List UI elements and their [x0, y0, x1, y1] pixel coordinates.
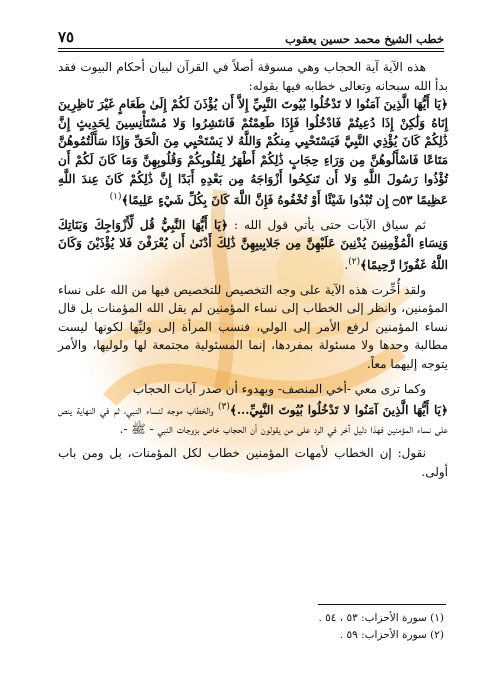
- footnote-rule: [318, 604, 446, 605]
- paragraph-conclusion: نقول: إن الخطاب لأمهات المؤمنين خطاب لكل المؤمنات، بل ومن باب أولى.: [58, 446, 448, 479]
- paragraph-intro: هذه الآية آية الحجاب وهي مسوقة أصلاً في القرآن لبيان أحكام البيوت فقد بدأ الله سبحانه وتعالى خطابه فيها بقوله:: [58, 60, 448, 93]
- footnote-ref: (٢): [348, 256, 361, 267]
- quran-text: يَا أَيُّهَا النَّبِيُّ قُل لِّأَزْوَاجِكَ وَبَنَاتِكَ وَنِسَاءِ الْمُؤْمِنِينَ يُدْنِينَ عَلَيْهِنَّ مِن جَلابِيبِهِنَّ ذَٰلِكَ أَدْنَىٰ أَن يُعْرَفْنَ فَلا يُؤْذَيْنَ وَكَانَ اللَّهُ غَفُورًا رَّحِيمًا: [58, 217, 448, 272]
- paragraph-context: ثم سياق الآيات حتى يأتي قول الله : ﴿يَا أَيُّهَا النَّبِيُّ قُل لِّأَزْوَاجِكَ وَبَنَاتِكَ وَنِسَاءِ الْمُؤْمِنِينَ يُدْنِينَ عَلَيْهِنَّ مِن جَلابِيبِهِنَّ ذَٰلِكَ أَدْنَىٰ أَن يُعْرَفْنَ فَلا يُؤْذَيْنَ وَكَانَ اللَّهُ غَفُورًا رَّحِيمًا﴾$^{(٢)}$.: [58, 217, 448, 272]
- footnote-ref: (١): [109, 192, 122, 203]
- footnote-item: [58, 627, 444, 644]
- header-book-title: خطب الشيخ محمد حسين يعقوب: [285, 32, 444, 46]
- ornate-bracket-close: ﴾: [121, 193, 129, 208]
- header-rule-thin: [58, 51, 444, 52]
- ornate-bracket-close: ﴾: [229, 403, 237, 418]
- footnote-item: [58, 610, 444, 627]
- footnote-text: سورة الأحزاب: ٥٣ ، ٥٤ .: [318, 612, 427, 624]
- paragraph-observation: وكما ترى معي -أخي المنصف- وبهدوء أن صدر آيات الحجاب: [132, 381, 426, 396]
- footnote-ref: (٣): [217, 402, 230, 413]
- ornate-bracket-open: ﴿: [440, 403, 448, 418]
- paragraph-verse-ref: [58, 398, 448, 438]
- page-body: [58, 58, 448, 481]
- ornate-bracket-open: ﴿: [440, 97, 448, 112]
- paragraph-explanation: ولقد أُخِّرت هذه الآية على وجه التخصيص للتخصيص فيها من الله على نساء المؤمنين، وانظر إلى الخطاب إلى نساء المؤمنين لم يقل الله المؤمنات بل قال نساء المؤمنين لرفع الأمر إلى الولي، فنسب المرأة إلى وليِّها لكونها ليست مطالبة وحدها ولا مسئولة بمفردها، إنما المسئولية مجتمعة لها ولوليها، والأمر يتوجه إليهما معاً.: [58, 282, 448, 371]
- ornate-bracket-close: ﴾: [360, 257, 368, 272]
- header-rule: [58, 48, 444, 49]
- footnotes: [58, 610, 444, 644]
- footnote-number: (٢): [430, 629, 444, 641]
- ornate-bracket-open: ﴿: [220, 217, 228, 232]
- lead-text: ثم سياق الآيات حتى يأتي قول الله :: [234, 217, 426, 232]
- page-number: ٧٥: [58, 28, 75, 46]
- page-header: [58, 20, 444, 46]
- quran-verse-53: [58, 95, 448, 210]
- quran-text: يَا أَيُّهَا الَّذِينَ آمَنُوا لا تَدْخُلُوا بُيُوتَ النَّبِيِّ...: [236, 403, 441, 418]
- footnote-text: سورة الأحزاب: ٥٩ .: [339, 629, 427, 641]
- paragraph-continuation: والخطاب موجه لنساء النبي، ثم في النهاية ينص على نساء المؤمنين فهذا دليل آخر في الرد على من يقولون أن الحجاب خاص بزوجات النبي - ﷺ -.: [58, 403, 448, 436]
- footnote-number: (١): [430, 612, 444, 624]
- quran-text: يَا أَيُّهَا الَّذِينَ آمَنُوا لا تَدْخُلُوا بُيُوتَ النَّبِيِّ إِلاَّ أَن يُؤْذَنَ لَكُمْ إِلَىٰ طَعَامٍ غَيْرَ نَاظِرِينَ إِنَاهُ وَلَٰكِنْ إِذَا دُعِيتُمْ فَادْخُلُوا فَإِذَا طَعِمْتُمْ فَانتَشِرُوا وَلا مُسْتَأْنِسِينَ لِحَدِيثٍ إِنَّ ذَٰلِكُمْ كَانَ يُؤْذِي النَّبِيَّ فَيَسْتَحْيِي مِنكُمْ وَاللَّهُ لا يَسْتَحْيِي مِنَ الْحَقِّ وَإِذَا سَأَلْتُمُوهُنَّ مَتَاعًا فَاسْأَلُوهُنَّ مِن وَرَاءِ حِجَابٍ ذَٰلِكُمْ أَطْهَرُ لِقُلُوبِكُمْ وَقُلُوبِهِنَّ وَمَا كَانَ لَكُمْ أَن تُؤْذُوا رَسُولَ اللَّهِ وَلا أَن تَنكِحُوا أَزْوَاجَهُ مِن بَعْدِهِ أَبَدًا إِنَّ ذَٰلِكُمْ كَانَ عِندَ اللَّهِ عَظِيمًا ۝٥٣ إِن تُبْدُوا شَيْئًا أَوْ تُخْفُوهُ فَإِنَّ اللَّهَ كَانَ بِكُلِّ شَيْءٍ عَلِيمًا: [58, 97, 448, 208]
